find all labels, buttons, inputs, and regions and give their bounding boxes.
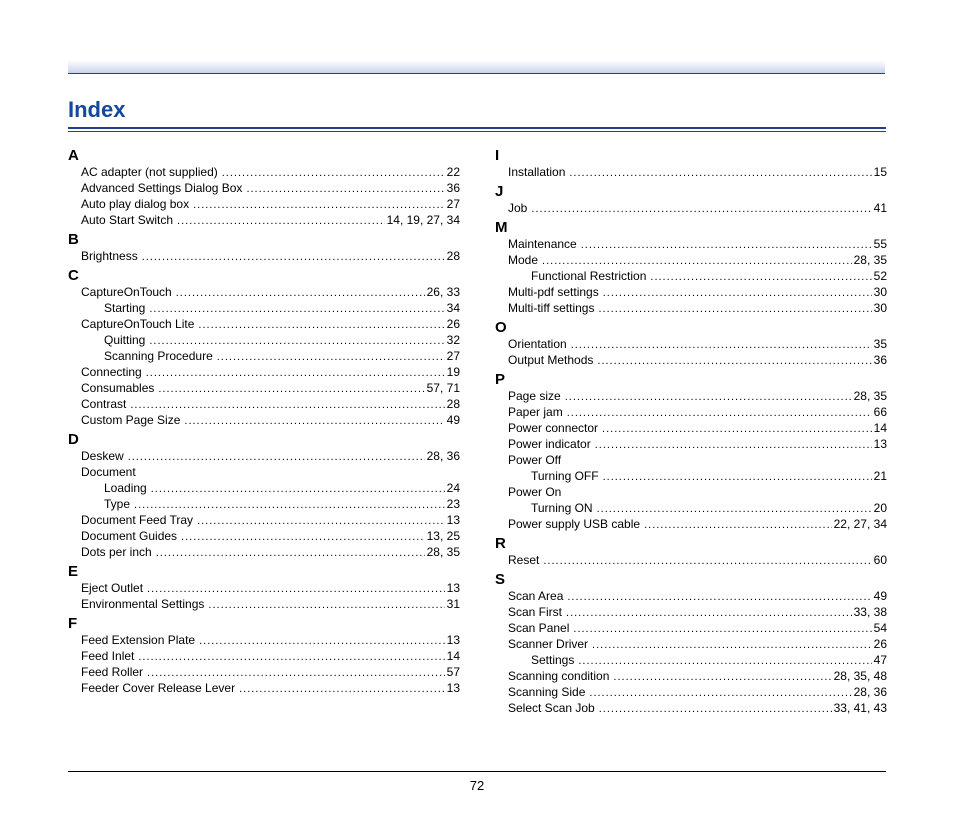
section-letter: I: [495, 147, 500, 164]
index-entry: [495, 620, 887, 636]
entry-page-refs[interactable]: 13: [446, 681, 460, 695]
entry-page-refs[interactable]: 66: [873, 405, 887, 419]
dot-leader: [149, 333, 444, 349]
entry-term: Orientation: [508, 337, 567, 351]
dot-leader: [567, 589, 871, 605]
entry-term: Multi-pdf settings: [508, 285, 599, 299]
index-section-s: [495, 572, 887, 716]
section-letter: C: [68, 267, 79, 284]
index-section-c: [68, 268, 460, 428]
entry-page-refs[interactable]: 21: [873, 469, 887, 483]
entry-term: CaptureOnTouch Lite: [81, 317, 195, 331]
entry-term: Starting: [104, 301, 146, 315]
entry-term: Reset: [508, 553, 540, 567]
index-entry: [495, 200, 887, 216]
entry-term: Job: [508, 201, 528, 215]
index-subentry: [495, 268, 887, 284]
dot-leader: [142, 249, 445, 265]
entry-term: Scan First: [508, 605, 563, 619]
dot-leader: [613, 669, 831, 685]
index-section-i: [495, 148, 887, 180]
index-entry: [68, 464, 460, 480]
dot-leader: [138, 649, 444, 665]
entry-page-refs[interactable]: 26: [446, 317, 460, 331]
entry-page-refs[interactable]: 52: [873, 269, 887, 283]
dot-leader: [569, 165, 871, 181]
index-section-j: [495, 184, 887, 216]
entry-term: Turning OFF: [531, 469, 599, 483]
dot-leader: [566, 605, 852, 621]
index-entry: [68, 212, 460, 228]
dot-leader: [603, 285, 872, 301]
entry-page-refs[interactable]: 54: [873, 621, 887, 635]
dot-leader: [542, 253, 852, 269]
entry-term: Loading: [104, 481, 147, 495]
index-section-r: [495, 536, 887, 568]
entry-term: Feed Roller: [81, 665, 144, 679]
index-entry-list: [68, 580, 460, 612]
entry-term: Power supply USB cable: [508, 517, 641, 531]
dot-leader: [134, 497, 445, 513]
index-column-left: [68, 148, 460, 700]
index-section-a: [68, 148, 460, 228]
entry-term: Installation: [508, 165, 566, 179]
entry-page-refs[interactable]: 36: [446, 181, 460, 195]
index-entry: [495, 252, 887, 268]
dot-leader: [595, 437, 872, 453]
entry-term: Maintenance: [508, 237, 577, 251]
index-entry: [68, 316, 460, 332]
entry-term: Dots per inch: [81, 545, 152, 559]
entry-page-refs[interactable]: 60: [873, 553, 887, 567]
dot-leader: [198, 317, 444, 333]
dot-leader: [644, 517, 832, 533]
entry-term: Feed Inlet: [81, 649, 135, 663]
dot-leader: [176, 285, 425, 301]
index-entry: [495, 604, 887, 620]
entry-page-refs[interactable]: 28, 36: [853, 685, 887, 699]
index-entry: [68, 512, 460, 528]
index-entry: [495, 636, 887, 652]
header-band: [68, 60, 885, 74]
dot-leader: [146, 365, 445, 381]
section-letter: A: [68, 147, 79, 164]
index-section-e: [68, 564, 460, 612]
dot-leader: [193, 197, 445, 213]
section-letter: O: [495, 319, 507, 336]
index-entry: [68, 412, 460, 428]
index-subentry: [68, 348, 460, 364]
index-section-d: [68, 432, 460, 560]
index-entry: [68, 680, 460, 696]
section-letter: S: [495, 571, 506, 588]
index-section-p: [495, 372, 887, 532]
entry-page-refs[interactable]: 14: [873, 421, 887, 435]
title-rule-thin: [68, 131, 886, 132]
index-subentry: [68, 496, 460, 512]
dot-leader: [650, 269, 871, 285]
entry-page-refs[interactable]: 49: [446, 413, 460, 427]
entry-term: Turning ON: [531, 501, 593, 515]
index-entry-list: [68, 284, 460, 428]
index-entry: [495, 284, 887, 300]
entry-page-refs[interactable]: 22: [446, 165, 460, 179]
dot-leader: [147, 665, 445, 681]
entry-page-refs[interactable]: 28: [446, 249, 460, 263]
index-entry: [68, 180, 460, 196]
index-entry: [495, 684, 887, 700]
entry-page-refs[interactable]: 31: [446, 597, 460, 611]
index-section-b: [68, 232, 460, 264]
dot-leader: [599, 701, 832, 717]
index-entry: [68, 596, 460, 612]
entry-page-refs[interactable]: 35: [873, 337, 887, 351]
index-entry: [68, 248, 460, 264]
dot-leader: [184, 413, 444, 429]
page-title: Index: [68, 97, 126, 122]
entry-page-refs[interactable]: 13, 25: [426, 529, 460, 543]
index-subentry: [495, 468, 887, 484]
index-entry: [68, 528, 460, 544]
entry-page-refs[interactable]: 47: [873, 653, 887, 667]
entry-term: Document Feed Tray: [81, 513, 194, 527]
entry-term: Scanning condition: [508, 669, 610, 683]
index-section-m: [495, 220, 887, 316]
index-entry: [68, 664, 460, 680]
entry-term: Page size: [508, 389, 561, 403]
index-entry: [495, 484, 887, 500]
section-letter: P: [495, 371, 506, 388]
entry-term: Power On: [508, 485, 562, 499]
entry-term: Functional Restriction: [531, 269, 647, 283]
index-entry-list: [495, 588, 887, 716]
entry-page-refs[interactable]: 41: [873, 201, 887, 215]
index-subentry: [495, 652, 887, 668]
entry-page-refs[interactable]: 32: [446, 333, 460, 347]
entry-page-refs[interactable]: 23: [446, 497, 460, 511]
index-entry: [68, 396, 460, 412]
index-entry: [495, 352, 887, 368]
index-entry: [495, 420, 887, 436]
entry-page-refs[interactable]: 49: [873, 589, 887, 603]
dot-leader: [197, 513, 445, 529]
entry-term: Auto Start Switch: [81, 213, 174, 227]
index-entry-list: [495, 236, 887, 316]
section-letter: E: [68, 563, 79, 580]
index-entry-list: [495, 388, 887, 532]
index-entry: [68, 632, 460, 648]
entry-page-refs[interactable]: 30: [873, 285, 887, 299]
index-section-o: [495, 320, 887, 368]
entry-term: Advanced Settings Dialog Box: [81, 181, 243, 195]
dot-leader: [597, 353, 871, 369]
index-entry: [495, 404, 887, 420]
entry-term: Scanning Side: [508, 685, 586, 699]
dot-leader: [592, 637, 872, 653]
dot-leader: [239, 681, 445, 697]
index-entry: [68, 544, 460, 560]
entry-page-refs[interactable]: 57: [446, 665, 460, 679]
entry-term: Consumables: [81, 381, 155, 395]
entry-term: Power indicator: [508, 437, 591, 451]
index-entry: [68, 648, 460, 664]
dot-leader: [199, 633, 445, 649]
entry-page-refs[interactable]: 33, 41, 43: [833, 701, 887, 715]
entry-term: Auto play dialog box: [81, 197, 190, 211]
dot-leader: [531, 201, 871, 217]
page-number: 72: [469, 778, 485, 793]
index-entry: [68, 196, 460, 212]
entry-page-refs[interactable]: 20: [873, 501, 887, 515]
entry-term: Type: [104, 497, 131, 511]
entry-page-refs[interactable]: 13: [446, 513, 460, 527]
dot-leader: [597, 501, 872, 517]
index-entry: [495, 300, 887, 316]
index-entry-list: [495, 164, 887, 180]
dot-leader: [589, 685, 851, 701]
index-subentry: [68, 332, 460, 348]
index-entry-list: [68, 164, 460, 228]
entry-term: Environmental Settings: [81, 597, 205, 611]
dot-leader: [603, 469, 872, 485]
index-entry: [495, 516, 887, 532]
index-entry-list: [68, 248, 460, 264]
entry-term: Deskew: [81, 449, 124, 463]
index-entry: [495, 436, 887, 452]
dot-leader: [147, 581, 445, 597]
index-entry-list: [495, 552, 887, 568]
entry-page-refs[interactable]: 55: [873, 237, 887, 251]
dot-leader: [222, 165, 445, 181]
entry-term: Document: [81, 465, 136, 479]
entry-page-refs[interactable]: 24: [446, 481, 460, 495]
section-letter: F: [68, 615, 78, 632]
entry-page-refs[interactable]: 28, 35: [853, 389, 887, 403]
entry-page-refs[interactable]: 13: [873, 437, 887, 451]
index-entry: [68, 284, 460, 300]
footer-rule: [68, 771, 886, 772]
index-entry-list: [495, 200, 887, 216]
index-entry-list: [68, 632, 460, 696]
index-entry: [495, 552, 887, 568]
dot-leader: [208, 597, 444, 613]
dot-leader: [181, 529, 425, 545]
entry-page-refs[interactable]: 28: [446, 397, 460, 411]
entry-term: Scanner Driver: [508, 637, 589, 651]
index-entry: [68, 380, 460, 396]
dot-leader: [567, 405, 872, 421]
section-letter: D: [68, 431, 79, 448]
entry-page-refs[interactable]: 33, 38: [853, 605, 887, 619]
entry-page-refs[interactable]: 19: [446, 365, 460, 379]
section-letter: J: [495, 183, 504, 200]
index-entry: [495, 236, 887, 252]
index-subentry: [495, 500, 887, 516]
entry-page-refs[interactable]: 36: [873, 353, 887, 367]
entry-page-refs[interactable]: 28, 36: [426, 449, 460, 463]
dot-leader: [156, 545, 425, 561]
entry-term: Mode: [508, 253, 539, 267]
dot-leader: [130, 397, 444, 413]
entry-term: Feeder Cover Release Lever: [81, 681, 236, 695]
entry-page-refs[interactable]: 26: [873, 637, 887, 651]
entry-term: Scanning Procedure: [104, 349, 213, 363]
entry-page-refs[interactable]: 34: [446, 301, 460, 315]
entry-page-refs[interactable]: 13: [446, 633, 460, 647]
index-column-right: [495, 148, 887, 720]
entry-page-refs[interactable]: 13: [446, 581, 460, 595]
index-entry-list: [495, 336, 887, 368]
index-entry: [495, 668, 887, 684]
entry-term: Feed Extension Plate: [81, 633, 196, 647]
index-entry: [68, 364, 460, 380]
dot-leader: [571, 337, 872, 353]
entry-term: Document Guides: [81, 529, 178, 543]
entry-page-refs[interactable]: 27: [446, 349, 460, 363]
index-entry: [68, 580, 460, 596]
entry-page-refs[interactable]: 26, 33: [426, 285, 460, 299]
entry-term: Select Scan Job: [508, 701, 595, 715]
index-subentry: [68, 480, 460, 496]
index-entry: [495, 164, 887, 180]
entry-term: CaptureOnTouch: [81, 285, 172, 299]
dot-leader: [602, 421, 872, 437]
dot-leader: [158, 381, 424, 397]
entry-term: Scan Area: [508, 589, 564, 603]
entry-term: AC adapter (not supplied): [81, 165, 218, 179]
dot-leader: [543, 553, 871, 569]
dot-leader: [246, 181, 444, 197]
dot-leader: [151, 481, 445, 497]
entry-page-refs[interactable]: 27: [446, 197, 460, 211]
entry-term: Eject Outlet: [81, 581, 144, 595]
dot-leader: [573, 621, 871, 637]
entry-page-refs[interactable]: 28, 35: [426, 545, 460, 559]
entry-term: Brightness: [81, 249, 138, 263]
index-entry: [495, 388, 887, 404]
dot-leader: [581, 237, 872, 253]
entry-term: Settings: [531, 653, 575, 667]
dot-leader: [565, 389, 852, 405]
index-entry: [68, 448, 460, 464]
index-entry-list: [68, 448, 460, 560]
index-section-f: [68, 616, 460, 696]
entry-term: Scan Panel: [508, 621, 570, 635]
entry-term: Contrast: [81, 397, 127, 411]
entry-term: Output Methods: [508, 353, 594, 367]
title-rule: [68, 127, 886, 129]
entry-term: Power connector: [508, 421, 599, 435]
entry-term: Multi-tiff settings: [508, 301, 595, 315]
index-entry: [495, 588, 887, 604]
entry-page-refs[interactable]: 28, 35, 48: [833, 669, 887, 683]
index-entry: [495, 452, 887, 468]
entry-term: Paper jam: [508, 405, 563, 419]
dot-leader: [128, 449, 425, 465]
index-entry: [495, 336, 887, 352]
entry-term: Custom Page Size: [81, 413, 181, 427]
entry-term: Quitting: [104, 333, 146, 347]
entry-term: Connecting: [81, 365, 142, 379]
entry-page-refs[interactable]: 30: [873, 301, 887, 315]
index-subentry: [68, 300, 460, 316]
entry-term: Power Off: [508, 453, 562, 467]
section-letter: B: [68, 231, 79, 248]
entry-page-refs[interactable]: 22, 27, 34: [833, 517, 887, 531]
dot-leader: [149, 301, 444, 317]
index-entry: [68, 164, 460, 180]
dot-leader: [598, 301, 871, 317]
dot-leader: [578, 653, 871, 669]
entry-page-refs[interactable]: 15: [873, 165, 887, 179]
entry-page-refs[interactable]: 14, 19, 27, 34: [386, 213, 460, 227]
dot-leader: [217, 349, 445, 365]
entry-page-refs[interactable]: 14: [446, 649, 460, 663]
section-letter: R: [495, 535, 506, 552]
section-letter: M: [495, 219, 508, 236]
entry-page-refs[interactable]: 28, 35: [853, 253, 887, 267]
dot-leader: [177, 213, 385, 229]
entry-page-refs[interactable]: 57, 71: [426, 381, 460, 395]
index-entry: [495, 700, 887, 716]
